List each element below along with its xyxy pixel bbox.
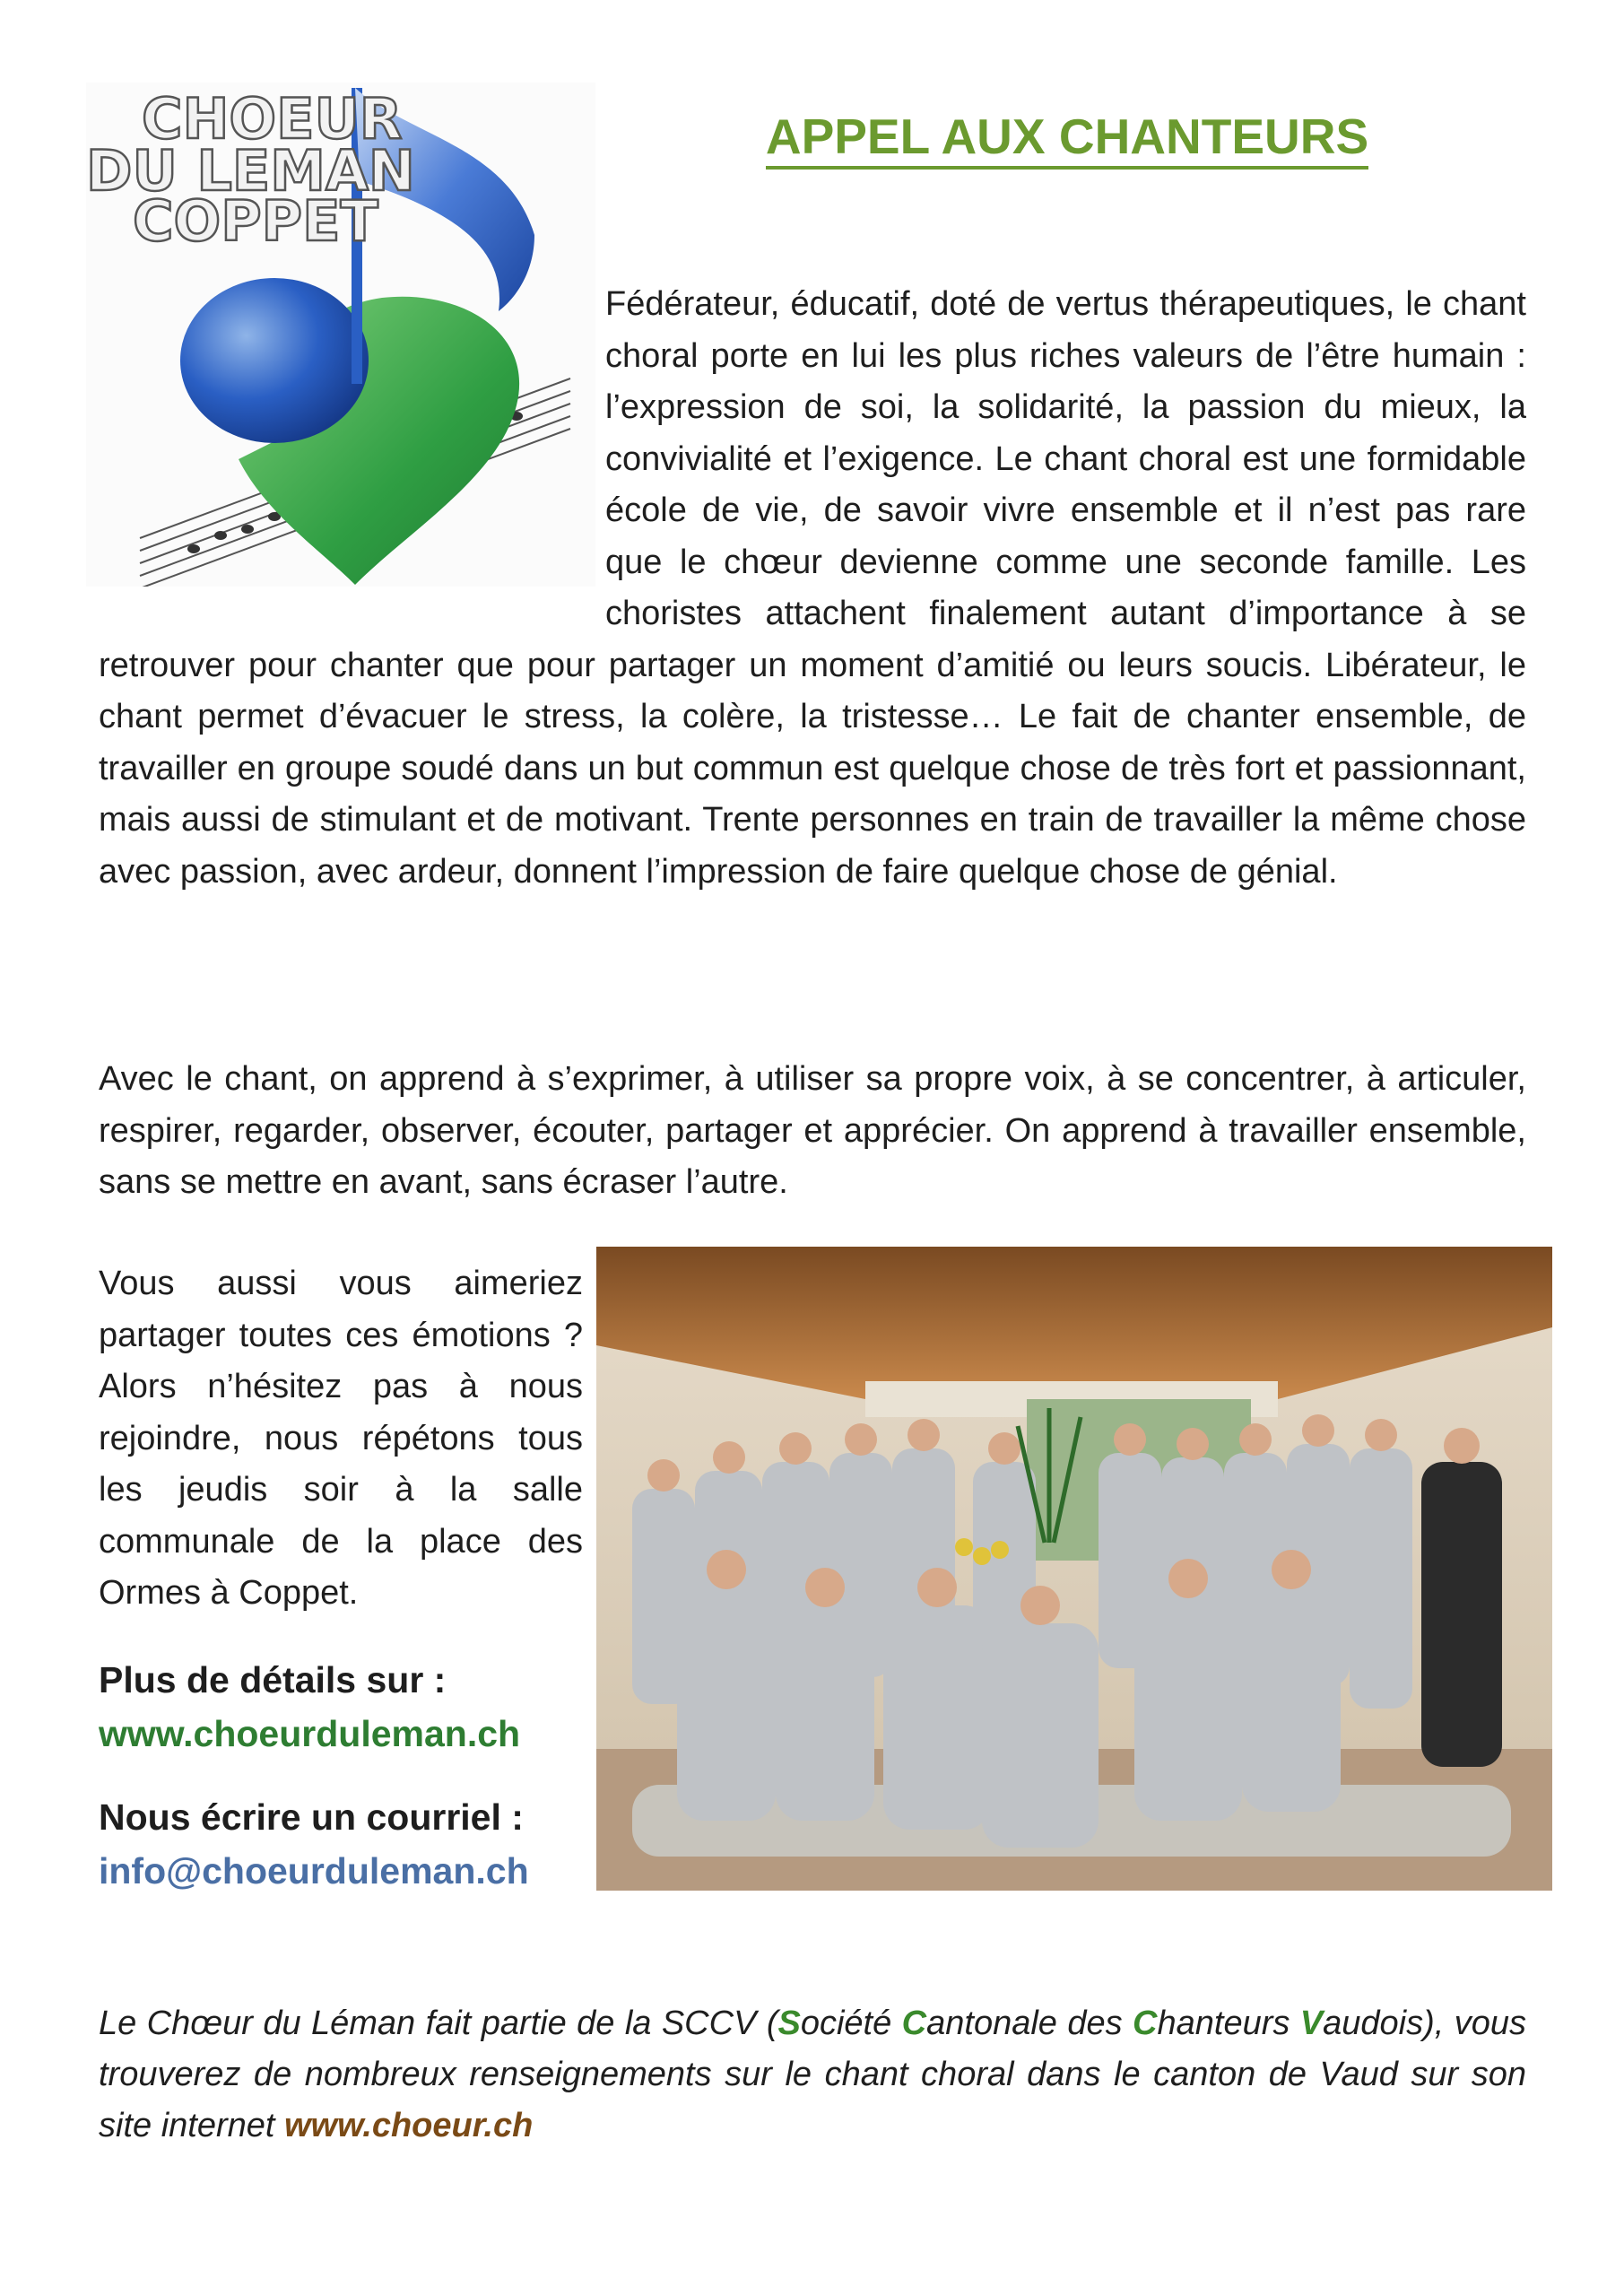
choir-group-photo [596, 1247, 1552, 1891]
logo-text-line-2: DU LEMAN [86, 138, 415, 204]
initial-v: V [1299, 2005, 1324, 2042]
details-heading: Plus de détails sur : [99, 1659, 447, 1700]
initial-s: S [777, 2005, 801, 2042]
footer-note: Le Chœur du Léman fait partie de la SCCV (Société Cantonale des Chanteurs Vaudois), vous trouverez de nombreux renseignements sur le chant choral dans le canton de Vaud sur son site internet www.choeur.ch [99, 2005, 1527, 2144]
initial-c-1: C [901, 2005, 927, 2042]
email-link[interactable]: info@choeurduleman.ch [99, 1850, 529, 1892]
footer-website-link[interactable]: www.choeur.ch [284, 2107, 534, 2144]
page-title: APPEL AUX CHANTEURS [628, 108, 1507, 165]
learning-paragraph: Avec le chant, on apprend à s’exprimer, à utiliser sa propre voix, à se concentrer, à articuler, respirer, regarder, observer, écouter, partager et apprécier. On apprend à travailler ensemble, sans se mettre en avant, sans écraser l’autre. [99, 1060, 1526, 1201]
intro-paragraph: Fédérateur, éducatif, doté de vertus thérapeutiques, le chant choral porte en lui les plus riches valeurs de l’être humain : l’expression de soi, la solidarité, la passion du mieux, la convivialité et l’exigence. Le chant choral est une formidable école de vie, de savoir vivre ensemble et il n’est pas rare que le chœur devienne comme une seconde famille. Les choristes attachent finalement autant d’importance à se retrouver pour chanter que pour partager un moment d’amitié ou leurs soucis. Libérateur, le chant permet d’évacuer le stress, la colère, la tristesse… Le fait de chanter ensemble, de travailler en groupe soudé dans un but commun est quelque chose de très fort et passionnant, mais aussi de stimulant et de motivant. Trente personnes en train de travailler la même chose avec passion, avec ardeur, donnent l’impression de faire quelque chose de génial. [99, 285, 1526, 891]
email-heading: Nous écrire un courriel : [99, 1796, 524, 1838]
website-link[interactable]: www.choeurduleman.ch [99, 1713, 521, 1754]
initial-c-2: C [1133, 2005, 1158, 2042]
logo-text-line-3: COPPET [133, 188, 378, 254]
invitation-paragraph: Vous aussi vous aimeriez partager toutes ces émotions ? Alors n’hésitez pas à nous rejoindre, nous répétons tous les jeudis soir à la salle communale de la place des Ormes à Coppet. [99, 1265, 583, 1612]
logo-text-line-1: CHOEUR [142, 86, 403, 152]
